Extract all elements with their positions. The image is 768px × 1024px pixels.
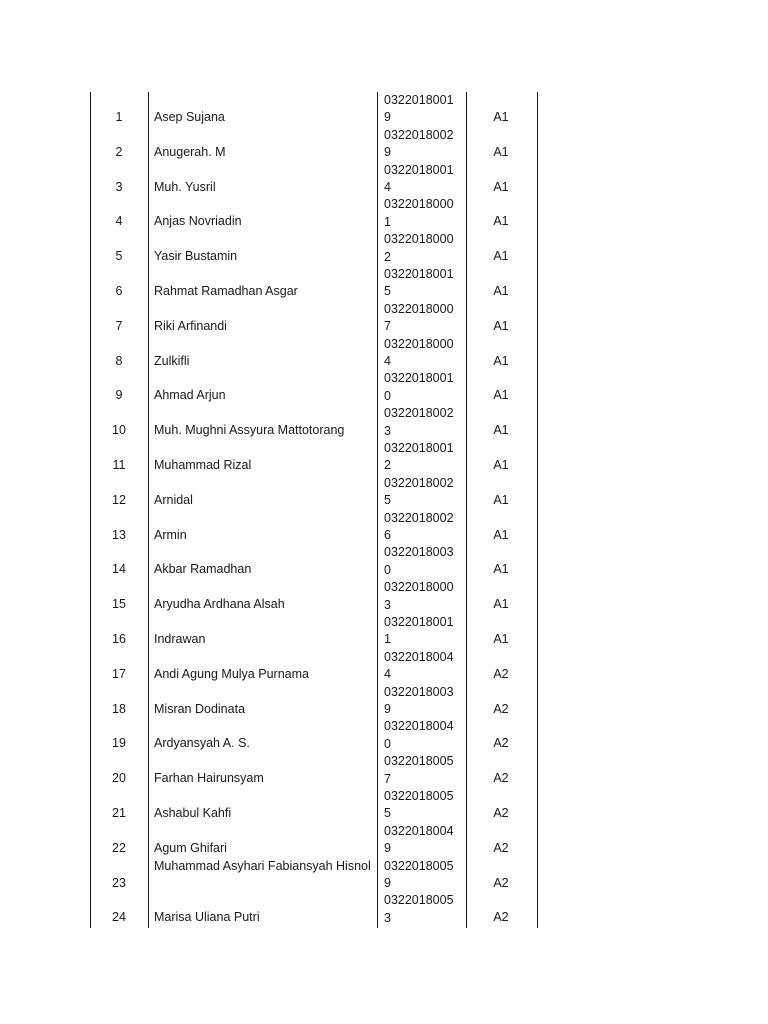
student-id-line-1: 0322018000 [384, 580, 454, 595]
student-name: Ashabul Kahfi [154, 806, 232, 820]
student-id-line-1: 0322018001 [384, 267, 454, 281]
table-row [90, 440, 538, 475]
student-id-line-2: 1 [384, 214, 391, 229]
student-id-line-2: 6 [384, 528, 391, 542]
student-id-line-2: 9 [384, 702, 391, 716]
student-id-line-1: 0322018000 [384, 301, 454, 316]
table-row [90, 649, 538, 684]
class-code: A2 [493, 910, 509, 925]
table-row [90, 405, 538, 440]
class-code: A1 [493, 284, 509, 298]
student-id-line-2: 9 [384, 876, 391, 890]
class-code: A1 [493, 353, 509, 368]
student-id-line-1: 0322018000 [384, 232, 454, 247]
student-id [384, 788, 468, 823]
student-id-line-1: 0322018000 [384, 336, 454, 351]
table-row [90, 475, 538, 510]
student-id-line-1: 0322018005 [384, 789, 454, 803]
student-id-line-2: 2 [384, 458, 391, 473]
student-id [384, 579, 468, 614]
student-id [384, 405, 468, 440]
table-row [90, 718, 538, 753]
row-number: 12 [112, 492, 126, 507]
row-number: 1 [115, 110, 123, 124]
row-number: 16 [112, 632, 126, 646]
table-row [90, 579, 538, 614]
student-id-line-1: 0322018002 [384, 475, 454, 490]
class-code: A1 [493, 492, 509, 507]
student-id [384, 544, 468, 579]
student-id [384, 684, 468, 719]
table-row [90, 892, 538, 927]
class-code: A1 [493, 214, 509, 229]
row-number: 19 [112, 736, 126, 751]
class-code: A1 [493, 458, 509, 472]
table-row [90, 196, 538, 231]
student-name: Ardyansyah A. S. [154, 736, 250, 751]
row-number: 15 [112, 597, 126, 612]
student-name: Farhan Hairunsyam [154, 771, 264, 786]
student-name: Indrawan [154, 632, 206, 646]
student-name: Muhammad Asyhari Fabiansyah Hisnol [154, 858, 371, 873]
student-name: Asep Sujana [154, 110, 225, 124]
class-code: A1 [493, 144, 509, 159]
student-id-line-1: 0322018005 [384, 754, 454, 769]
class-code: A2 [493, 771, 509, 786]
student-id [384, 231, 468, 266]
class-code: A1 [493, 179, 509, 194]
student-id-line-1: 0322018003 [384, 684, 454, 699]
student-id [384, 614, 468, 649]
row-number: 8 [115, 353, 123, 368]
student-id-line-2: 4 [384, 667, 391, 682]
table-row [90, 92, 538, 127]
student-id-line-1: 0322018004 [384, 823, 454, 838]
student-name: Anjas Novriadin [154, 214, 242, 229]
row-number: 6 [115, 284, 123, 298]
student-id [384, 475, 468, 510]
student-id [384, 718, 468, 753]
student-id-line-2: 0 [384, 562, 391, 577]
row-number: 17 [112, 666, 126, 681]
student-id-line-1: 0322018002 [384, 127, 454, 142]
table-row [90, 301, 538, 336]
class-code: A1 [493, 527, 509, 542]
student-id-line-1: 0322018002 [384, 510, 454, 525]
student-name: Muhammad Rizal [154, 458, 252, 472]
student-name: Ahmad Arjun [154, 388, 226, 403]
student-id [384, 753, 468, 788]
row-number: 2 [115, 144, 123, 159]
class-code: A2 [493, 840, 509, 855]
student-name: Agum Ghifari [154, 840, 227, 855]
student-id [384, 440, 468, 475]
class-code: A1 [493, 249, 509, 264]
student-id [384, 162, 468, 197]
class-code: A2 [493, 736, 509, 751]
class-code: A2 [493, 875, 509, 890]
class-code: A1 [493, 597, 509, 612]
student-id-line-2: 3 [384, 910, 391, 925]
student-id [384, 92, 468, 127]
student-id-line-1: 0322018001 [384, 441, 454, 455]
student-id-line-2: 5 [384, 806, 391, 821]
row-number: 23 [112, 875, 126, 890]
row-number: 4 [115, 214, 123, 229]
student-id [384, 196, 468, 231]
student-name: Anugerah. M [154, 144, 226, 159]
student-name: Marisa Uliana Putri [154, 910, 260, 925]
student-id [384, 301, 468, 336]
student-id-line-1: 0322018002 [384, 406, 454, 421]
table-row [90, 753, 538, 788]
student-name: Misran Dodinata [154, 701, 246, 716]
student-name: Rahmat Ramadhan Asgar [154, 284, 298, 298]
student-id-line-2: 5 [384, 284, 391, 299]
student-id-line-1: 0322018000 [384, 197, 454, 212]
class-code: A1 [493, 318, 509, 333]
row-number: 3 [115, 179, 123, 194]
student-name: Zulkifli [154, 353, 190, 368]
class-code: A2 [493, 666, 509, 681]
row-number: 18 [112, 701, 126, 716]
student-id-line-1: 0322018003 [384, 545, 454, 560]
table-row [90, 684, 538, 719]
student-table [90, 92, 538, 928]
student-id-line-2: 3 [384, 597, 391, 612]
student-id-line-1: 0322018004 [384, 719, 454, 734]
student-id-line-2: 0 [384, 388, 391, 403]
row-number: 9 [115, 388, 123, 403]
row-number: 24 [112, 910, 126, 925]
student-name: Muh. Yusril [154, 179, 216, 194]
student-id-line-2: 3 [384, 423, 391, 438]
class-code: A2 [493, 701, 509, 716]
row-number: 22 [112, 840, 126, 855]
student-id-line-2: 7 [384, 771, 391, 786]
student-id-line-2: 0 [384, 736, 391, 751]
class-code: A1 [493, 388, 509, 403]
student-id-line-1: 0322018005 [384, 858, 454, 873]
student-id-line-2: 9 [384, 110, 391, 125]
student-id-line-1: 0322018001 [384, 93, 454, 107]
row-number: 7 [115, 318, 123, 333]
student-id-line-1: 0322018005 [384, 893, 454, 908]
class-code: A2 [493, 806, 509, 820]
table-row [90, 858, 538, 893]
class-code: A1 [493, 562, 509, 577]
row-number: 11 [112, 458, 126, 472]
student-id-line-2: 5 [384, 493, 391, 508]
student-name: Andi Agung Mulya Purnama [154, 666, 309, 681]
student-id [384, 370, 468, 405]
student-id [384, 336, 468, 371]
table-row [90, 231, 538, 266]
student-name: Yasir Bustamin [154, 249, 238, 264]
student-name: Riki Arfinandi [154, 318, 227, 333]
student-id-line-1: 0322018004 [384, 649, 454, 664]
student-id-line-2: 9 [384, 145, 391, 160]
student-id [384, 892, 468, 927]
student-id-line-2: 7 [384, 319, 391, 334]
student-id-line-2: 9 [384, 841, 391, 856]
student-id [384, 266, 468, 301]
table-row [90, 162, 538, 197]
class-code: A1 [493, 632, 509, 646]
student-name: Akbar Ramadhan [154, 562, 252, 577]
row-number: 20 [112, 771, 126, 786]
class-code: A1 [493, 110, 509, 124]
student-id-line-2: 4 [384, 354, 391, 368]
student-id-line-2: 1 [384, 632, 391, 647]
table-row [90, 127, 538, 162]
table-row [90, 370, 538, 405]
table-row [90, 510, 538, 545]
table-row [90, 266, 538, 301]
row-number: 10 [112, 423, 126, 438]
student-id-line-1: 0322018001 [384, 162, 454, 177]
student-id-line-2: 4 [384, 180, 391, 194]
student-id [384, 127, 468, 162]
table-row [90, 823, 538, 858]
student-id [384, 649, 468, 684]
student-id [384, 823, 468, 858]
table-row [90, 788, 538, 823]
student-id-line-1: 0322018001 [384, 371, 454, 386]
student-name: Aryudha Ardhana Alsah [154, 597, 285, 612]
class-code: A1 [493, 423, 509, 438]
student-name: Arnidal [154, 492, 193, 507]
table-row [90, 336, 538, 371]
student-id-line-1: 0322018001 [384, 615, 454, 629]
table-row [90, 614, 538, 649]
table-row [90, 544, 538, 579]
row-number: 13 [112, 527, 126, 542]
row-number: 5 [115, 249, 123, 264]
student-name: Armin [154, 527, 187, 542]
student-id [384, 510, 468, 545]
row-number: 21 [112, 806, 126, 820]
student-name: Muh. Mughni Assyura Mattotorang [154, 423, 345, 438]
row-number: 14 [112, 562, 126, 577]
student-id [384, 858, 468, 893]
student-id-line-2: 2 [384, 249, 391, 264]
